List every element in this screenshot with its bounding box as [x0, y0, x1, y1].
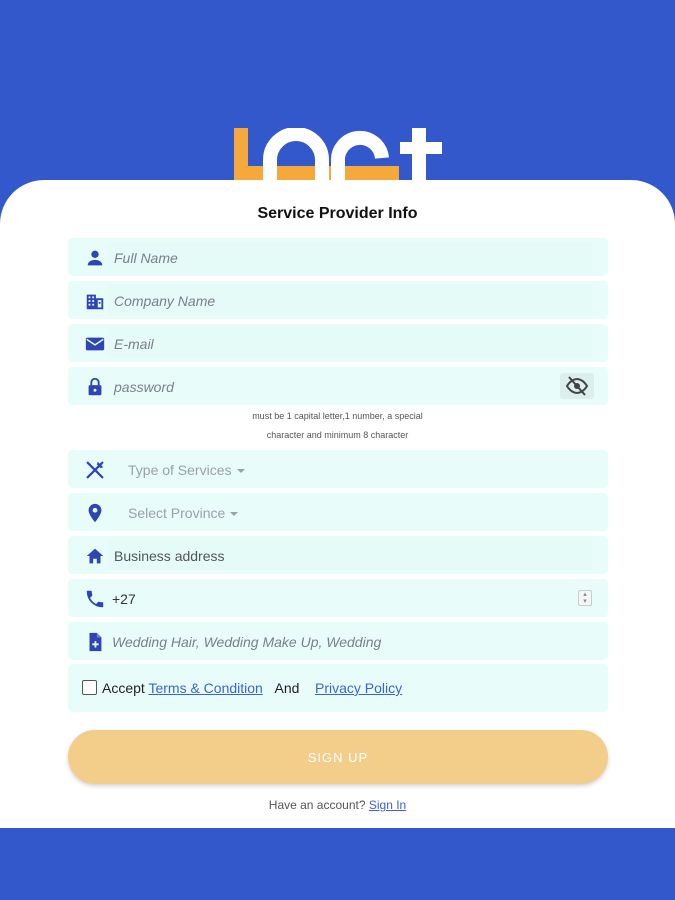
full-name-field[interactable] [68, 238, 608, 276]
business-address-field[interactable] [68, 536, 608, 574]
service-type-select[interactable] [68, 450, 608, 488]
caret-down-icon [237, 469, 245, 473]
province-select[interactable] [68, 493, 608, 531]
email-placeholder: E-mail [114, 336, 154, 352]
have-account-text: Have an account? [268, 798, 366, 812]
accept-label: Accept [102, 680, 145, 696]
password-placeholder: password [114, 379, 174, 395]
phone-icon [84, 588, 106, 610]
services-description-placeholder: Wedding Hair, Wedding Make Up, Wedding [112, 634, 382, 650]
terms-link[interactable]: Terms & Condition [148, 680, 263, 696]
document-add-icon [84, 631, 106, 653]
password-hint-line1: must be 1 capital letter,1 number, a special [252, 411, 423, 421]
person-icon [84, 247, 106, 269]
company-name-placeholder: Company Name [114, 293, 216, 309]
business-address-placeholder: Business address [114, 548, 225, 564]
password-hint-line2: character and minimum 8 character [266, 430, 409, 440]
password-field[interactable] [68, 367, 608, 405]
privacy-policy-link[interactable]: Privacy Policy [315, 680, 403, 696]
sign-up-button[interactable]: SIGN UP [68, 730, 608, 784]
app-logo [232, 128, 444, 184]
full-name-placeholder: Full Name [114, 250, 178, 266]
location-pin-icon [84, 502, 106, 524]
company-name-field[interactable] [68, 281, 608, 319]
caret-down-icon [230, 512, 238, 516]
service-type-label: Type of Services [128, 462, 232, 478]
have-account-row [0, 798, 675, 812]
accept-terms-checkbox[interactable] [82, 680, 97, 695]
page-title: Service Provider Info [257, 205, 418, 222]
home-icon [84, 545, 106, 567]
sign-in-link[interactable]: Sign In [368, 798, 407, 812]
mail-icon [84, 333, 106, 355]
number-spinner[interactable]: ▴ ▾ [578, 590, 592, 606]
phone-value: +27 [112, 591, 136, 607]
services-description-field[interactable] [68, 622, 608, 660]
province-label: Select Province [128, 505, 226, 521]
and-label: And [274, 680, 300, 696]
signup-card [0, 180, 675, 828]
eye-off-icon[interactable] [560, 373, 594, 399]
terms-row [68, 664, 608, 712]
phone-field[interactable] [68, 579, 608, 617]
email-field[interactable] [68, 324, 608, 362]
lock-icon [84, 376, 106, 398]
fork-knife-icon [84, 459, 106, 481]
building-icon [84, 290, 106, 312]
